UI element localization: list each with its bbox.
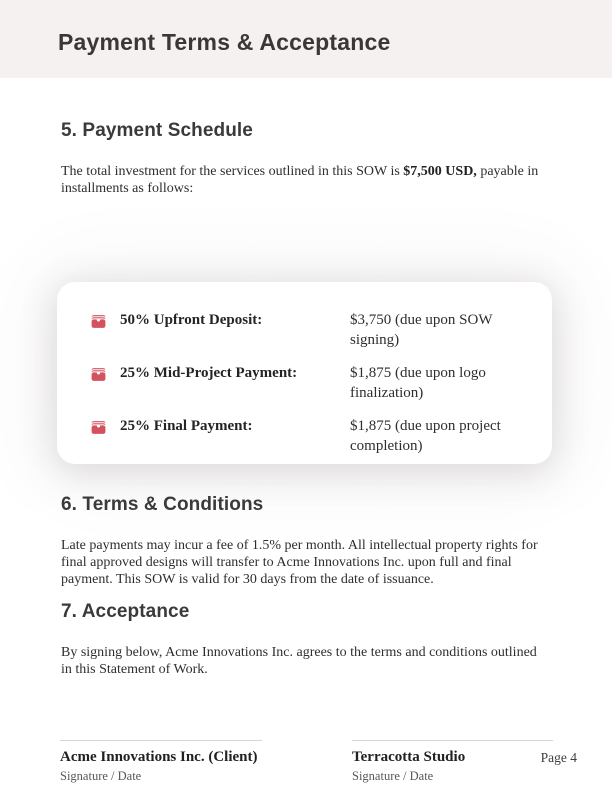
payment-schedule-card: [57, 282, 552, 464]
page-content: [0, 120, 612, 678]
signature-block-studio: [352, 740, 553, 783]
signature-date-label: Signature / Date: [352, 769, 434, 783]
payment-label: 25% Final Payment:: [120, 418, 253, 434]
signature-block-client: [60, 740, 262, 783]
payment-value: $3,750 (due upon SOW signing): [350, 312, 493, 348]
payment-row: [90, 417, 528, 456]
section-heading-terms: 6. Terms & Conditions: [61, 494, 264, 515]
payment-row: [90, 311, 528, 350]
payment-label: 50% Upfront Deposit:: [120, 312, 263, 328]
wallet-icon: [90, 417, 120, 436]
acceptance-paragraph: By signing below, Acme Innovations Inc. agrees to the terms and conditions outlined in this Statement of Work.: [61, 645, 537, 677]
payment-value: $1,875 (due upon project completion): [350, 418, 501, 454]
signature-date-label: Signature / Date: [60, 769, 142, 783]
payment-row: [90, 364, 528, 403]
section-heading-acceptance: 7. Acceptance: [61, 601, 190, 622]
intro-text-suffix: payable in installments as follows:: [61, 164, 539, 196]
section-heading-payment-schedule: 5. Payment Schedule: [61, 120, 253, 141]
wallet-icon: [90, 364, 120, 383]
signatory-name: Acme Innovations Inc. (Client): [60, 749, 258, 765]
page-number: Page 4: [540, 750, 577, 765]
payment-intro-paragraph: [61, 163, 551, 197]
total-amount: $7,500 USD,: [403, 164, 477, 179]
payment-label: 25% Mid-Project Payment:: [120, 365, 298, 381]
payment-value: $1,875 (due upon logo finalization): [350, 365, 486, 401]
wallet-icon: [90, 311, 120, 330]
terms-paragraph: Late payments may incur a fee of 1.5% per month. All intellectual property rights for final approved designs will transfer to Acme Innovations Inc. upon full and final payment. This SOW is valid for 30 days from the date of issuance.: [61, 538, 538, 587]
intro-text-prefix: The total investment for the services outlined in this SOW is: [61, 164, 404, 179]
page-title: Payment Terms & Acceptance: [58, 28, 391, 55]
signatory-name: Terracotta Studio: [352, 749, 466, 765]
page-header: [0, 0, 612, 78]
